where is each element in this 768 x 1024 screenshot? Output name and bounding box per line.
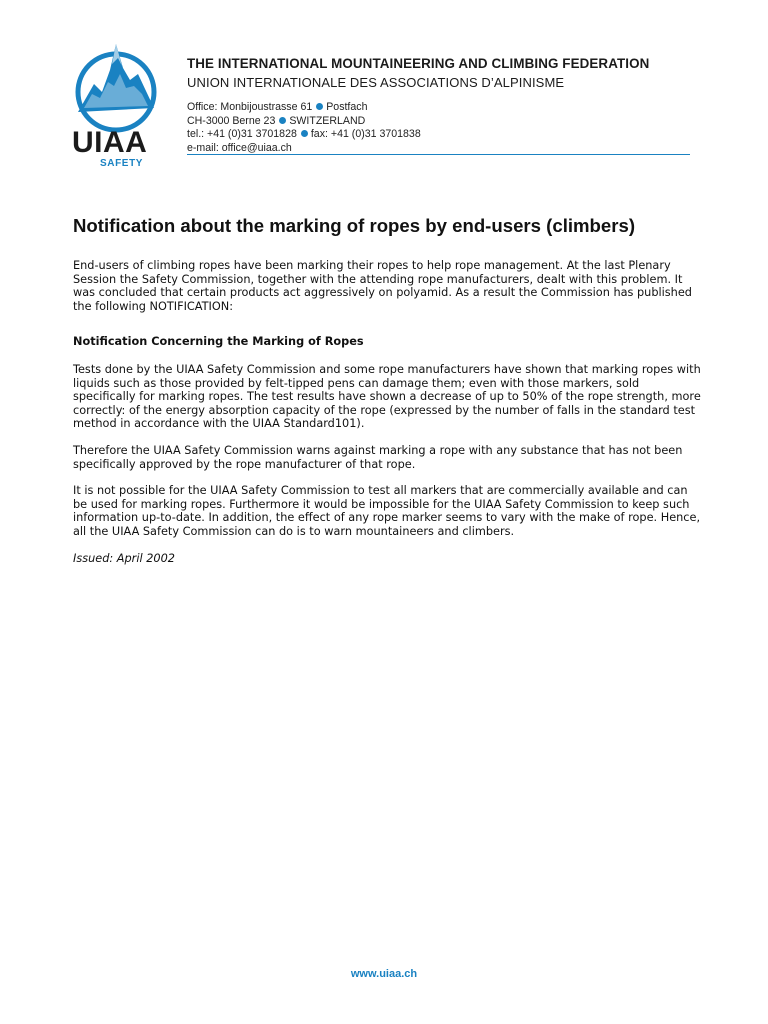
contact-line-phone: tel.: +41 (0)31 3701828 fax: +41 (0)31 3701838 xyxy=(187,128,421,140)
bullet-dot-icon xyxy=(279,117,286,124)
issued-date: Issued: April 2002 xyxy=(73,551,175,565)
footer-url[interactable]: www.uiaa.ch xyxy=(350,968,418,980)
contact-line-office: Office: Monbijoustrasse 61 Postfach xyxy=(187,101,368,113)
logo-safety-label: SAFETY xyxy=(100,158,144,169)
intro-paragraph: End-users of climbing ropes have been marking their ropes to help rope management. At the last Plenary Session the Safety Commission, together with the attending rope manufacturers, dealt with this problem. It was concluded that certain products act aggressively on polyamid. As a result the Commission has published the following NOTIFICATION: xyxy=(73,259,692,313)
contact-block xyxy=(187,101,707,155)
letterhead xyxy=(187,56,707,155)
bullet-dot-icon xyxy=(316,103,323,110)
document-title: Notification about the marking of ropes by end-users (climbers) xyxy=(73,215,636,236)
org-subtitle: UNION INTERNATIONALE DES ASSOCIATIONS D’ALPINISME xyxy=(187,75,565,90)
section-heading: Notification Concerning the Marking of Ropes xyxy=(73,335,364,349)
contact-line-city: CH-3000 Berne 23 SWITZERLAND xyxy=(187,114,366,127)
logo-wordmark: UIAA xyxy=(72,126,148,159)
bullet-dot-icon xyxy=(301,130,308,137)
org-title: THE INTERNATIONAL MOUNTAINEERING AND CLIMBING FEDERATION xyxy=(187,56,650,71)
body-paragraph: Tests done by the UIAA Safety Commission and some rope manufacturers have shown that marking ropes with liquids such as those provided by felt-tipped pens can damage them; even with those markers, sold specifically for marking ropes. The test results have shown a decrease of up to 50% of the rope strength, more correctly: of the energy absorption capacity of the rope (expressed by the number of falls in the standard test method in accordance with the UIAA Standard101). xyxy=(73,362,701,431)
contact-line-email[interactable]: e-mail: office@uiaa.ch xyxy=(187,141,292,154)
body-paragraph: Therefore the UIAA Safety Commission warns against marking a rope with any substance that has not been specifically approved by the rope manufacturer of that rope. xyxy=(73,443,683,471)
header-divider xyxy=(187,154,690,155)
document-body xyxy=(73,214,701,565)
body-paragraph: It is not possible for the UIAA Safety Commission to test all markers that are commercially available and can be used for marking ropes. Furthermore it would be impossible for the UIAA Safety Commission to keep such information up-to-date. In addition, the effect of any rope marker seems to vary with the make of rope. Hence, all the UIAA Safety Commission can do is to warn mountaineers and climbers. xyxy=(73,484,701,538)
